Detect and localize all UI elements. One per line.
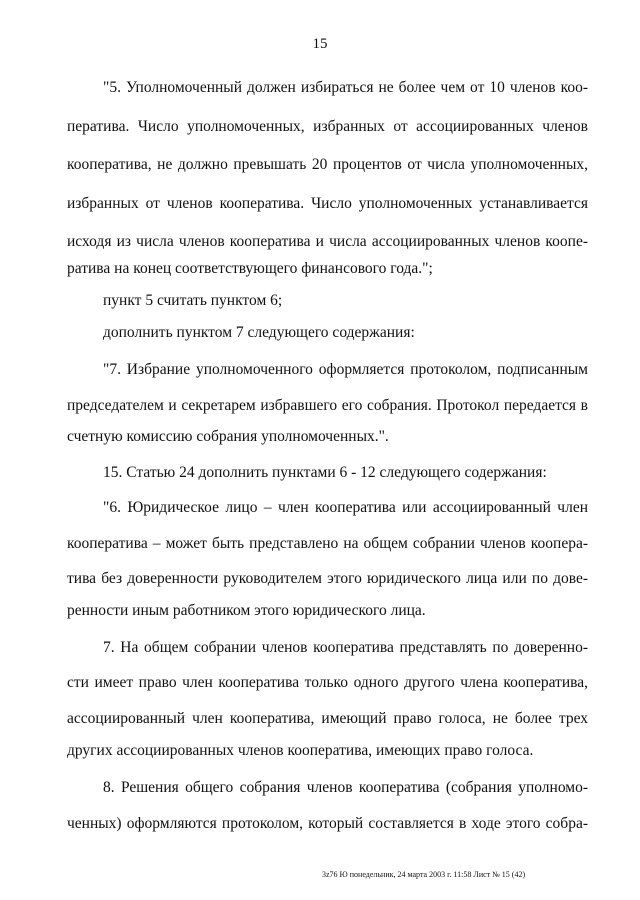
text-line: дополнить пунктом 7 следующего содержания: — [103, 324, 415, 341]
text-line: пункт 5 считать пунктом 6; — [103, 292, 283, 309]
text-line: кооператива – может быть представлено на общем собрании членов коопера- — [67, 535, 588, 552]
text-line: сти имеет право член кооператива только одного другого члена кооператива, — [67, 674, 588, 691]
text-line: кооператива, не должно превышать 20 процентов от числа уполномоченных, — [67, 156, 588, 173]
text-line: ренности иным работником этого юридического лица. — [67, 602, 426, 619]
text-line: 7. На общем собрании членов кооператива представлять по доверенно- — [103, 639, 588, 656]
text-line: счетную комиссию собрания уполномоченных.". — [67, 428, 389, 445]
text-line: ассоциированный член кооператива, имеющий право голоса, не более трех — [67, 710, 588, 727]
text-line: ченных) оформляются протоколом, который составляется в ходе этого собра- — [67, 815, 588, 832]
text-line: "5. Уполномоченный должен избираться не более чем от 10 членов коо- — [103, 79, 588, 96]
text-line: ратива на конец соответствующего финансового года."; — [67, 260, 433, 277]
text-line: 15. Статью 24 дополнить пунктами 6 - 12 следующего содержания: — [103, 464, 547, 481]
text-line: председателем и секретарем избравшего его собрания. Протокол передается в — [67, 397, 588, 414]
text-line: других ассоциированных членов кооператива, имеющих право голоса. — [67, 742, 534, 759]
text-line: "7. Избрание уполномоченного оформляется протоколом, подписанным — [103, 361, 588, 378]
text-line: тива без доверенности руководителем этого юридического лица или по дове- — [67, 570, 588, 587]
text-line: исходя из числа членов кооператива и числа ассоциированных членов коопе- — [67, 233, 588, 250]
page-number: 15 — [312, 36, 328, 52]
text-line: ператива. Число уполномоченных, избранных от ассоциированных членов — [67, 118, 588, 135]
page-footer: 3z76 Ю понедельник, 24 марта 2003 г. 11:58 Лист № 15 (42) — [322, 870, 526, 879]
text-line: избранных от членов кооператива. Число уполномоченных устанавливается — [67, 195, 588, 212]
text-line: "6. Юридическое лицо – член кооператива или ассоциированный член — [103, 499, 588, 516]
text-line: 8. Решения общего собрания членов кооператива (собрания уполномо- — [103, 779, 588, 796]
